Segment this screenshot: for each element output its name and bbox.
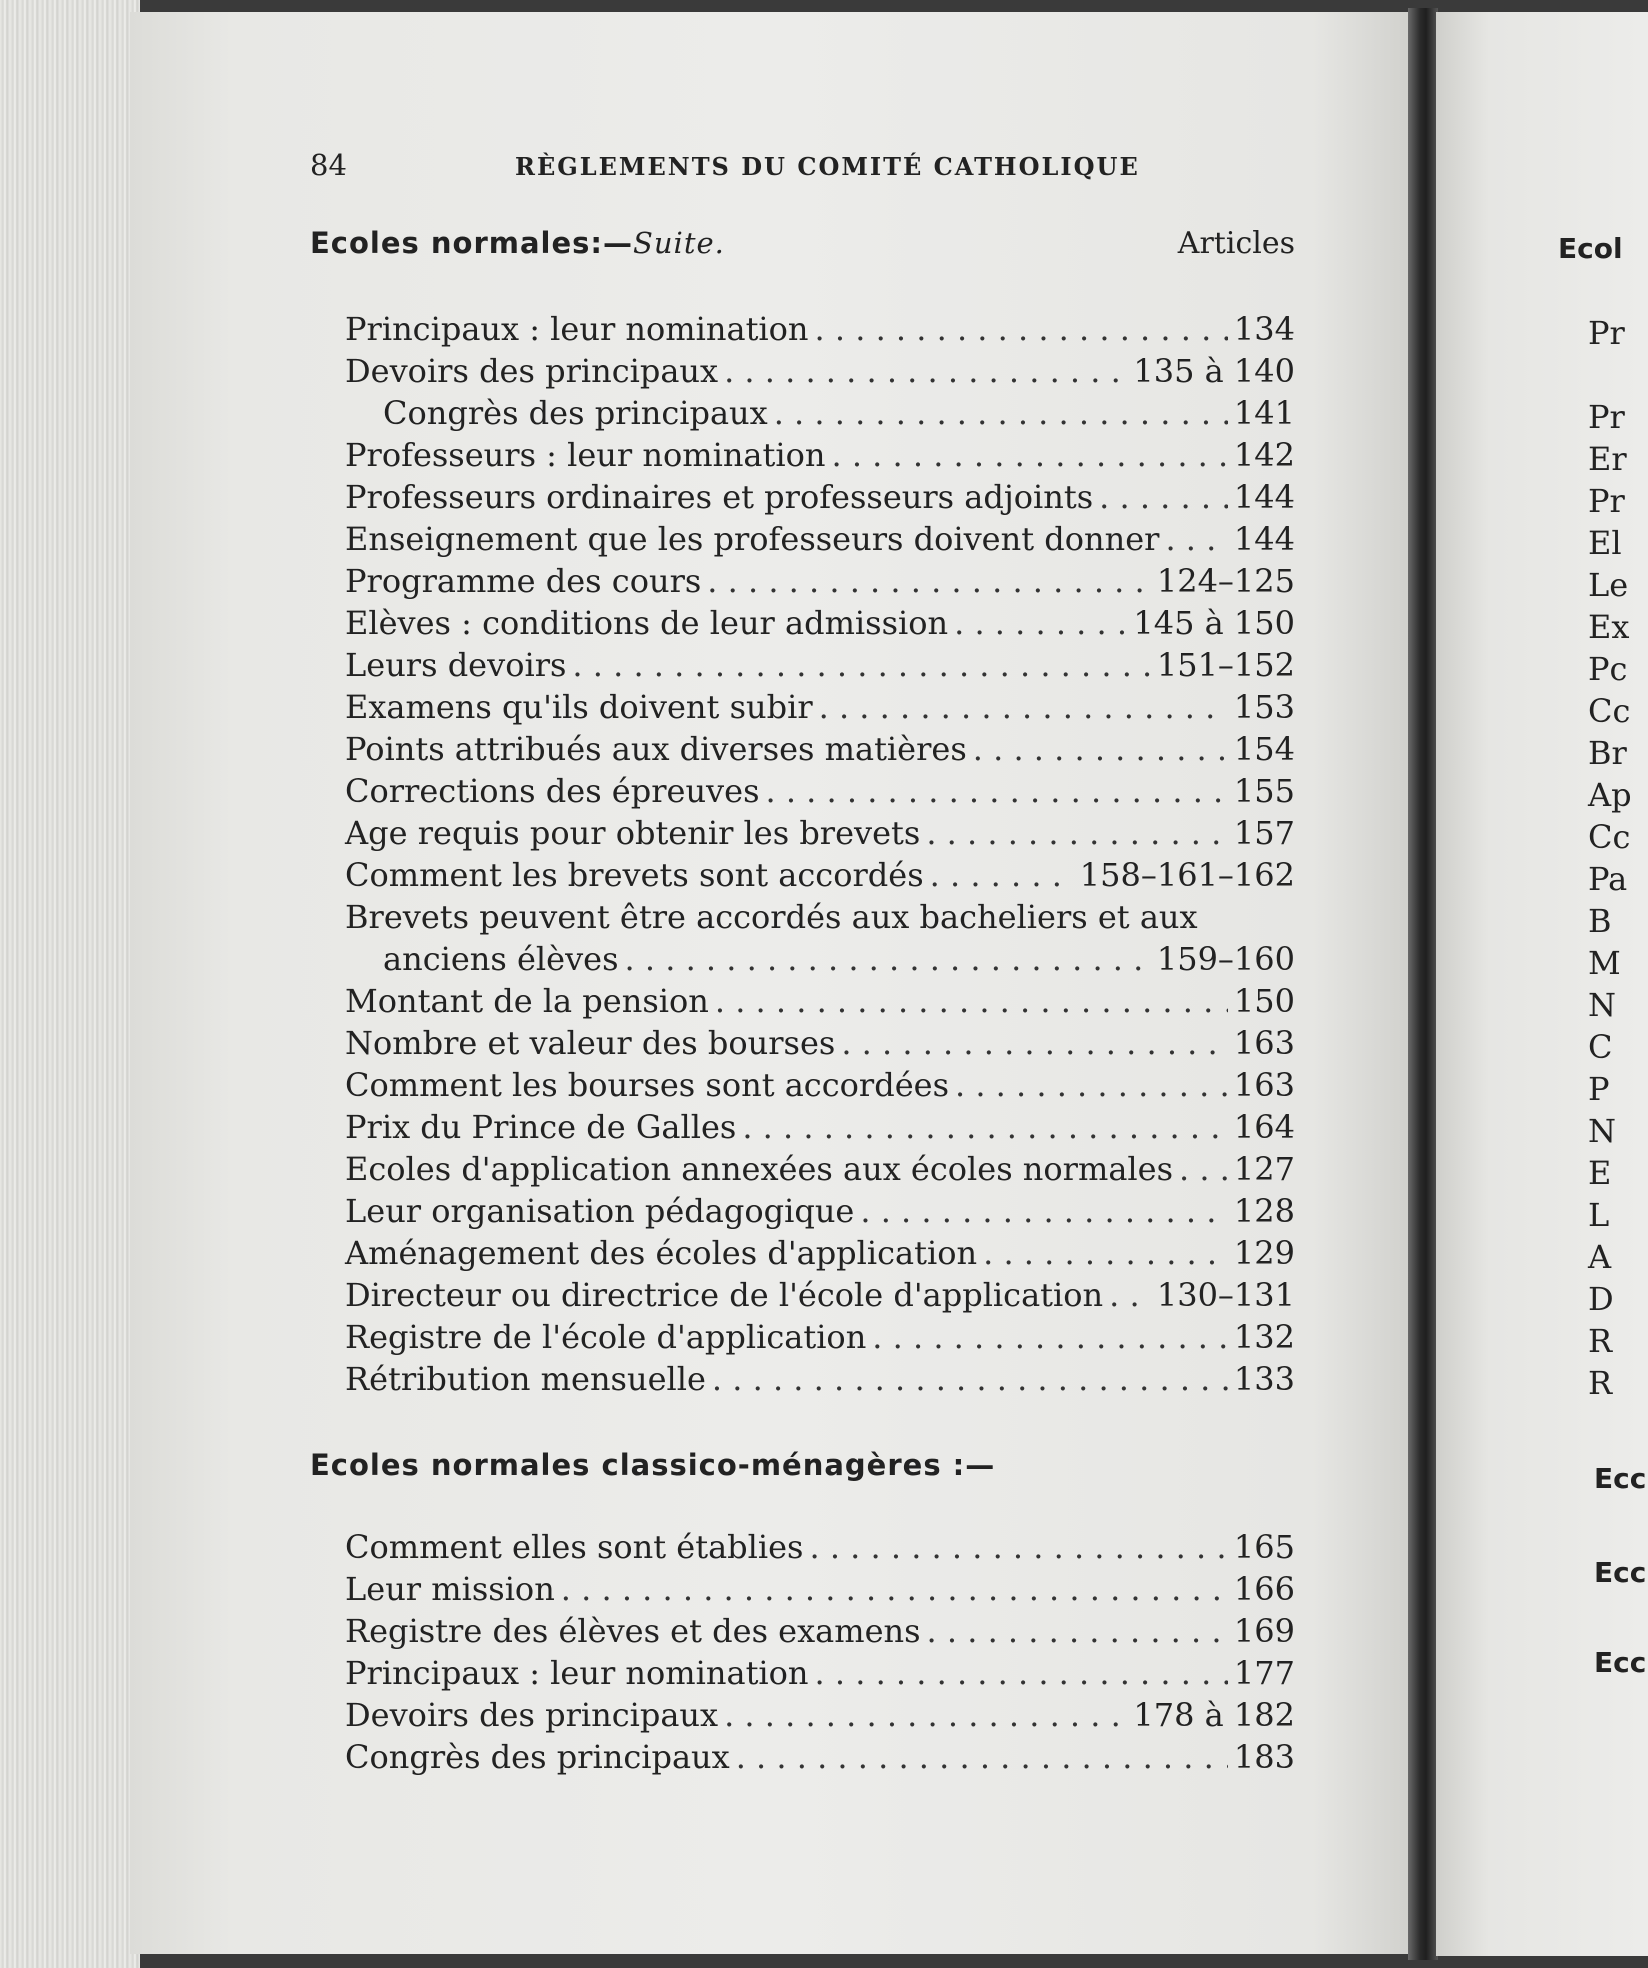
section-heading-ecoles-normales <box>310 226 1295 270</box>
right-stub: Pr <box>1588 482 1625 520</box>
right-stub: D <box>1588 1280 1614 1318</box>
toc-entry: Elèves : conditions de leur admission . . . 145 à 150 <box>345 602 1295 644</box>
right-stub: Ecc <box>1594 1556 1647 1589</box>
right-stub: Pa <box>1588 860 1628 898</box>
page-header <box>310 148 1295 188</box>
toc-entry: Nombre et valeur des bourses . . . 163 <box>345 1022 1295 1064</box>
toc-entry: Enseignement que les professeurs doivent donner . . . 144 <box>345 518 1295 560</box>
right-stub: R <box>1588 1364 1613 1402</box>
toc-entry: Devoirs des principaux . . . 135 à 140 <box>345 350 1295 392</box>
toc-entry: Age requis pour obtenir les brevets . . . 157 <box>345 812 1295 854</box>
toc-entry: Programme des cours . . . 124–125 <box>345 560 1295 602</box>
toc-entry: Directeur ou directrice de l'école d'application . . . 130–131 <box>345 1274 1295 1316</box>
right-stub: Pc <box>1588 650 1628 688</box>
right-stub: B <box>1588 902 1612 940</box>
section-heading-classico-menageres <box>310 1448 1295 1492</box>
right-stub: Er <box>1588 440 1627 478</box>
toc-entry: Aménagement des écoles d'application . . . 129 <box>345 1232 1295 1274</box>
right-stub: C <box>1588 1028 1613 1066</box>
page-edges <box>0 0 140 1968</box>
toc-entry: Registre des élèves et des examens . . . 169 <box>345 1610 1295 1652</box>
articles-column-label: Articles <box>1177 226 1295 261</box>
right-stub: Cc <box>1588 818 1631 856</box>
toc-entry: Professeurs ordinaires et professeurs adjoints . . . 144 <box>345 476 1295 518</box>
right-stub: Pr <box>1588 314 1625 352</box>
toc-entry: Ecoles d'application annexées aux écoles normales . . . 127 <box>345 1148 1295 1190</box>
toc-entry: Devoirs des principaux . . . 178 à 182 <box>345 1694 1295 1736</box>
section-suite: Suite. <box>633 226 725 260</box>
toc-entry: Congrès des principaux . . . 141 <box>345 392 1295 434</box>
section-title: Ecoles normales:— <box>310 226 634 260</box>
right-stub: Ap <box>1588 776 1632 814</box>
toc-entry: anciens élèves . . . 159–160 <box>345 938 1295 980</box>
toc-section-2 <box>345 1526 1295 1778</box>
right-stub: Cc <box>1588 692 1631 730</box>
toc-entry: Principaux : leur nomination . . . 177 <box>345 1652 1295 1694</box>
toc-entry: Leur mission . . . 166 <box>345 1568 1295 1610</box>
toc-entry: Corrections des épreuves . . . 155 <box>345 770 1295 812</box>
right-stub: L <box>1588 1196 1610 1234</box>
toc-entry: Leurs devoirs . . . 151–152 <box>345 644 1295 686</box>
toc-entry: Professeurs : leur nomination . . . 142 <box>345 434 1295 476</box>
toc-entry: Comment les bourses sont accordées . . . 163 <box>345 1064 1295 1106</box>
toc-entry: Rétribution mensuelle . . . 133 <box>345 1358 1295 1400</box>
page-number: 84 <box>310 148 347 182</box>
toc-entry: Prix du Prince de Galles . . . 164 <box>345 1106 1295 1148</box>
toc-entry: Brevets peuvent être accordés aux bacheliers et aux <box>345 898 1198 936</box>
right-stub: Le <box>1588 566 1629 604</box>
right-page <box>1436 12 1648 1956</box>
right-stub: El <box>1588 524 1622 562</box>
toc-entry: Comment les brevets sont accordés . . . 158–161–162 <box>345 854 1295 896</box>
toc-section-1 <box>345 308 1295 1400</box>
right-stub: M <box>1588 944 1621 982</box>
right-stub: N <box>1588 986 1616 1024</box>
toc-entry: Comment elles sont établies . . . 165 <box>345 1526 1295 1568</box>
toc-entry: Registre de l'école d'application . . . 132 <box>345 1316 1295 1358</box>
toc-entry: Montant de la pension . . . 150 <box>345 980 1295 1022</box>
right-stub: P <box>1588 1070 1610 1108</box>
right-stub: Ex <box>1588 608 1630 646</box>
toc-entry: Congrès des principaux . . . 183 <box>345 1736 1295 1778</box>
right-page-text-fragments <box>1436 12 1648 1956</box>
right-stub: R <box>1588 1322 1613 1360</box>
right-stub: E <box>1588 1154 1612 1192</box>
toc-entry: Principaux : leur nomination . . . 134 <box>345 308 1295 350</box>
right-stub: N <box>1588 1112 1616 1150</box>
toc-entry: Points attribués aux diverses matières . . . 154 <box>345 728 1295 770</box>
section-title: Ecoles normales classico-ménagères :— <box>310 1448 996 1482</box>
right-stub: Pr <box>1588 398 1625 436</box>
right-stub: Ecol <box>1558 232 1623 265</box>
right-stub: Ecc <box>1594 1646 1647 1679</box>
toc-entry: Leur organisation pédagogique . . . 128 <box>345 1190 1295 1232</box>
right-stub: Ecc <box>1594 1462 1647 1495</box>
right-stub: A <box>1588 1238 1612 1276</box>
book-gutter <box>1408 8 1438 1960</box>
running-head: RÈGLEMENTS DU COMITÉ CATHOLIQUE <box>515 152 1140 181</box>
right-stub: Br <box>1588 734 1627 772</box>
toc-entry: Examens qu'ils doivent subir . . . 153 <box>345 686 1295 728</box>
